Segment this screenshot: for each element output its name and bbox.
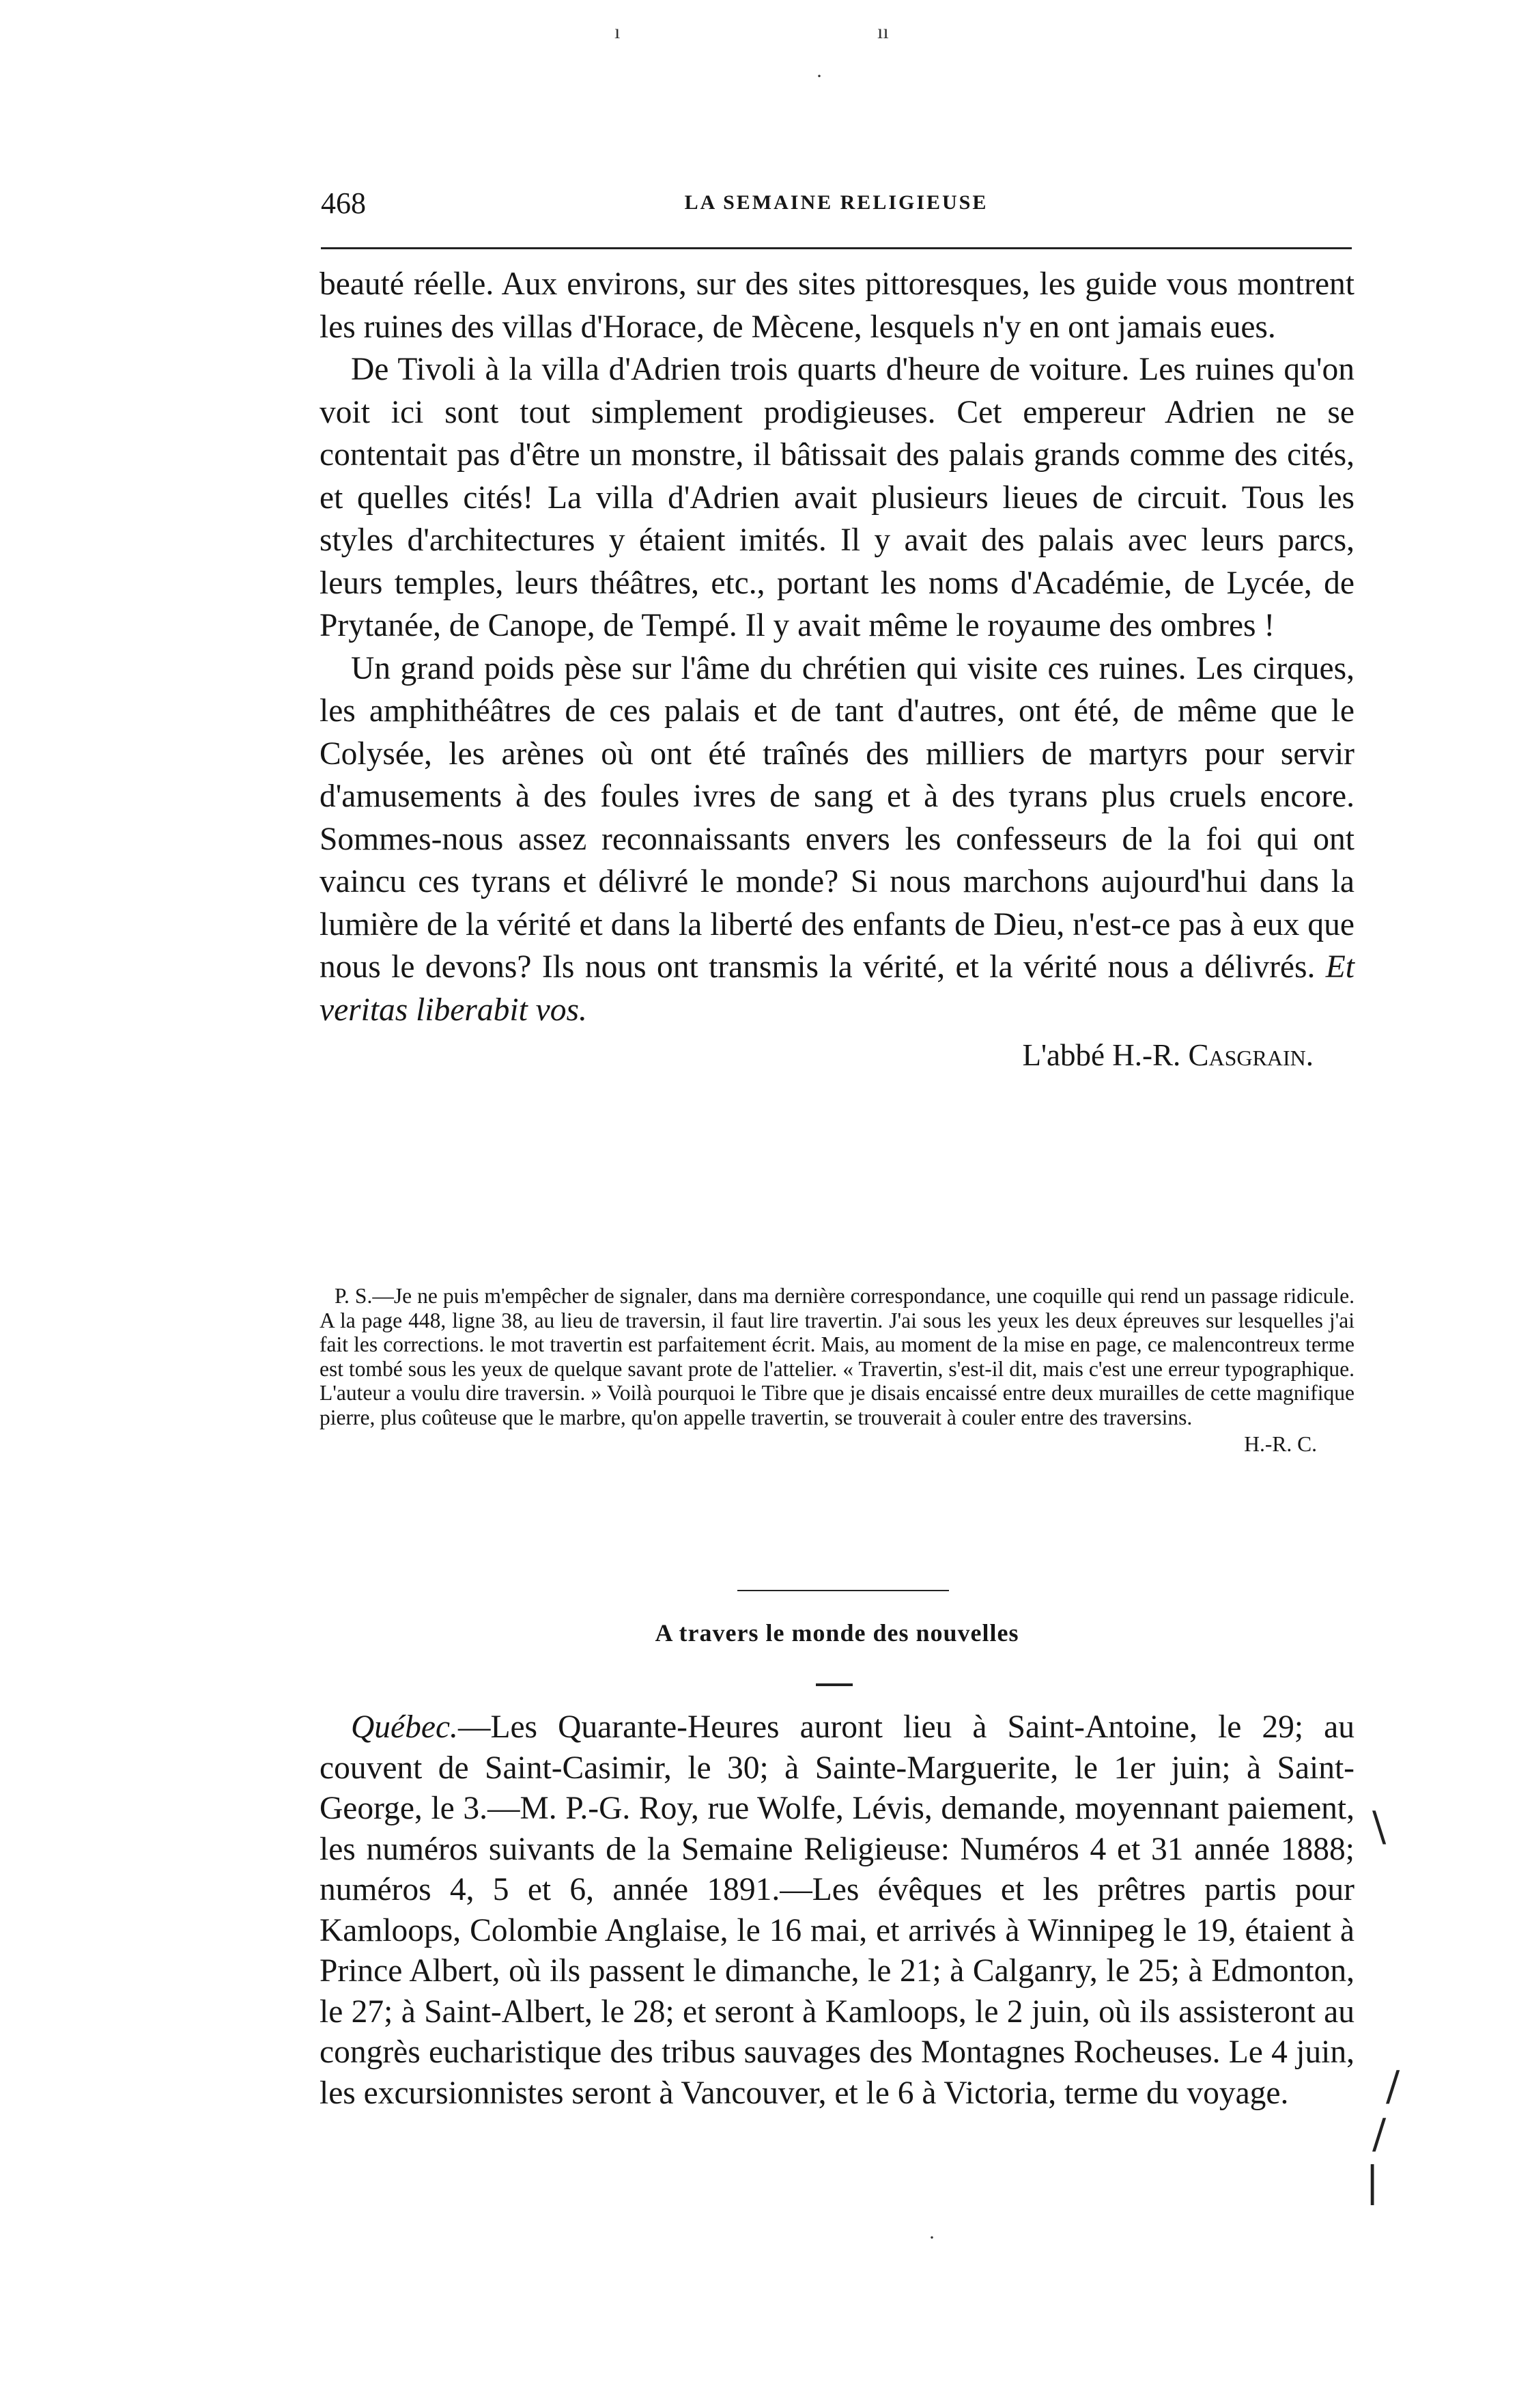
running-title: LA SEMAINE RELIGIEUSE [684,191,989,214]
margin-mark: / [1386,2062,1400,2110]
postscript-initials: H.-R. C. [1244,1432,1317,1456]
margin-mark: / [1372,2110,1387,2158]
ink-speck: ı [614,20,621,43]
news-text: —Les Quarante-Heures auront lieu à Saint-Antoine, le 29; au couvent de Saint-Casimir, le 30; à Sainte-Marguerite, le 1er juin; à Saint-George, le 3.—M. P.-G. Roy, rue Wolfe, Lévis, demande, moyennant paiement, les numéros suivants de la Semaine Religieuse: Numéros 4 et 31 année 1888; numéros 4, 5 et 6, année 1891.—Les évêques et les prêtres partis pour Kamloops, Colombie Anglaise, le 16 mai, et arrivés à Winnipeg le 19, étaient à Prince Albert, où ils passent le dimanche, le 21; à Calganry, le 25; à Edmonton, le 27; à Saint-Albert, le 28; et seront à Kamloops, le 2 juin, où ils assisteront au congrès eucharistique des tribus sauvages des Montagnes Rocheuses. Le 4 juin, les excursionnistes seront à Vancouver, et le 6 à Victoria, terme du voyage. [320,1709,1355,2111]
header-rule [321,247,1352,249]
margin-mark: \ [1372,1803,1387,1851]
news-paragraph [320,1707,1355,2114]
news-place: Québec. [351,1709,458,1745]
paragraph: beauté réelle. Aux environs, sur des sites pittoresques, les guide vous montrent les ruines des villas d'Horace, de Mècene, lesquels n'y en ont jamais eues. [320,266,1355,345]
ink-speck: · [928,2226,935,2249]
paragraph: De Tivoli à la villa d'Adrien trois quarts d'heure de voiture. Les ruines qu'on voit ici sont tout simplement prodigieuses. Cet empereur Adrien ne se contentait pas d'être un monstre, il bâtissait des palais grands comme des cités, et quelles cités! La villa d'Adrien avait plusieurs lieues de circuit. Tous les styles d'architectures y étaient imités. Il y avait des palais avec leurs parcs, leurs temples, leurs théâtres, etc., portant les noms d'Académie, de Lycée, de Prytanée, de Canope, de Tempé. Il y avait même le royaume des ombres ! [320,352,1355,643]
section-divider [737,1590,949,1591]
margin-mark: | [1365,2158,1380,2206]
postscript [320,1284,1355,1457]
ink-speck: · [816,65,823,87]
signature [320,1031,1355,1079]
news-body [320,1707,1355,2114]
signature-name: Casgrain. [1188,1038,1314,1072]
section-title: A travers le monde des nouvelles [655,1619,1019,1647]
signature-prefix: L'abbé H.-R. [1022,1038,1181,1072]
postscript-text: P. S.—Je ne puis m'empêcher de signaler, dans ma dernière correspondance, une coquille qui rend un passage ridicule. A la page 448, ligne 38, au lieu de traversin, il faut lire travertin. J'ai sous les yeux les deux épreuves sur lesquelles j'ai fait les corrections. le mot travertin est parfaitement écrit. Mais, au moment de la mise en page, ce malencontreux terme est tombé sous les yeux de quelque savant prote de l'attelier. « Travertin, s'est-il dit, mais c'est une erreur typographique. L'auteur a voulu dire traversin. » Voilà pourquoi le Tibre que je disais encaissé entre deux murailles de cette magnifique pierre, plus coûteuse que le marbre, qu'on appelle travertin, se trouverait à couler entre des traversins. [320,1284,1355,1429]
paragraph [320,647,1355,1032]
article-body [320,263,1355,1079]
short-divider [816,1683,853,1686]
ink-speck: ıı [877,20,889,43]
page-number: 468 [321,186,366,220]
latin-quote: Et veritas liberabit vos. [320,949,1355,1028]
page-header [321,186,1352,227]
paragraph-text: Un grand poids pèse sur l'âme du chrétien qui visite ces ruines. Les cirques, les amphithéâtres de ces palais et de tant d'autres, ont été, de même que le Colysée, les arènes où ont été traînés des milliers de martyrs pour servir d'amusements à des foules ivres de sang et à des tyrans plus cruels encore. Sommes-nous assez reconnaissants envers les confesseurs de la foi qui ont vaincu ces tyrans et délivré le monde? Si nous marchons aujourd'hui dans la lumière de la vérité et dans la liberté des enfants de Dieu, n'est-ce pas à eux que nous le devons? Ils nous ont transmis la vérité, et la vérité nous a délivrés. [320,650,1355,985]
